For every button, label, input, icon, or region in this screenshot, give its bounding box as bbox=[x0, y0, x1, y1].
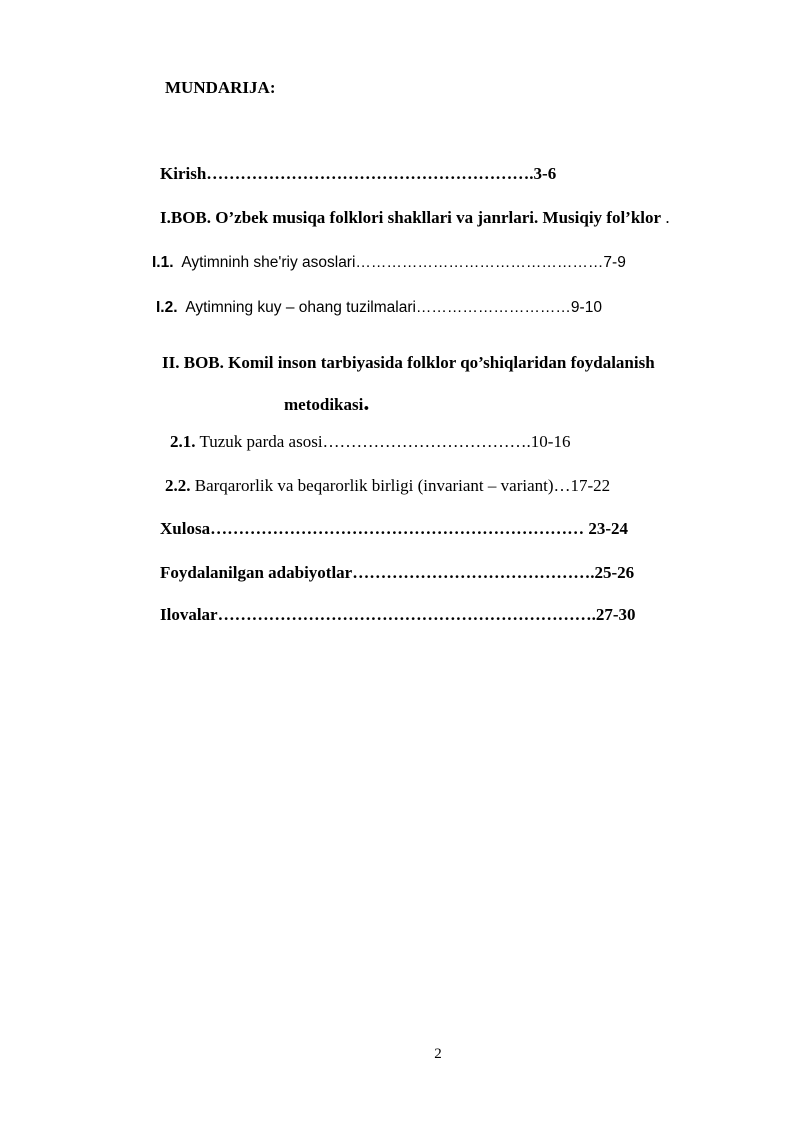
entry-label: Kirish bbox=[160, 164, 207, 183]
dot-leader: ………………………… bbox=[415, 299, 571, 316]
toc-entry-section-2-2 bbox=[165, 476, 610, 496]
toc-entry-chapter-2-cont bbox=[284, 390, 370, 416]
section-label: Tuzuk parda asosi bbox=[199, 432, 323, 451]
toc-entry-xulosa bbox=[160, 519, 628, 539]
entry-label: Foydalanilgan adabiyotlar bbox=[160, 563, 353, 582]
toc-entry-section-2-1 bbox=[170, 432, 570, 452]
entry-label: Ilovalar bbox=[160, 605, 218, 624]
section-label: Aytimninh she'riy asoslari bbox=[181, 254, 356, 271]
chapter-heading-cont: metodikasi bbox=[284, 395, 364, 414]
page-range: 3-6 bbox=[533, 164, 557, 183]
toc-entry-adabiyotlar bbox=[160, 563, 634, 583]
page-range: 7-9 bbox=[603, 254, 626, 271]
page-range: 10-16 bbox=[530, 432, 571, 451]
trailing-dot: . bbox=[363, 390, 370, 416]
dot-leader: ………………………………. bbox=[322, 432, 531, 451]
page-range: 17-22 bbox=[570, 476, 611, 495]
section-label: Barqarorlik va beqarorlik birligi (invariant – variant)… bbox=[194, 476, 571, 495]
entry-label: Xulosa bbox=[160, 519, 211, 538]
section-label: Aytimning kuy – ohang tuzilmalari bbox=[185, 299, 416, 316]
trailing-dot: . bbox=[665, 208, 670, 227]
section-number: 2.2. bbox=[165, 476, 191, 495]
toc-entry-kirish bbox=[160, 164, 556, 184]
toc-title: MUNDARIJA: bbox=[165, 78, 276, 97]
chapter-heading: I.BOB. O’zbek musiqa folklori shakllari va janrlari. Musiqiy fol’klor bbox=[160, 208, 662, 227]
page-range: 25-26 bbox=[594, 563, 635, 582]
toc-entry-section-1-2 bbox=[156, 298, 602, 318]
toc-entry-chapter-2: II. BOB. Komil inson tarbiyasida folklor qo’shiqlaridan foydalanish bbox=[162, 353, 655, 372]
toc-entry-section-1-1 bbox=[152, 253, 626, 273]
section-number: I.1. bbox=[152, 254, 174, 271]
page-range: 27-30 bbox=[595, 605, 636, 624]
dot-leader: ……………………………………. bbox=[352, 563, 595, 582]
page-range: 23-24 bbox=[588, 519, 628, 538]
dot-leader: ………………………………………… bbox=[355, 254, 604, 271]
page-number: 2 bbox=[434, 1046, 442, 1062]
toc-entry-chapter-1 bbox=[160, 208, 670, 228]
dot-leader: …………………………………………………. bbox=[206, 164, 534, 183]
section-number: 2.1. bbox=[170, 432, 196, 451]
page-range: 9-10 bbox=[570, 299, 602, 316]
section-number: I.2. bbox=[156, 299, 178, 316]
dot-leader: ………………………………………………………… bbox=[210, 519, 589, 538]
toc-entry-ilovalar bbox=[160, 605, 636, 625]
dot-leader: …………………………………………………………. bbox=[217, 605, 596, 624]
